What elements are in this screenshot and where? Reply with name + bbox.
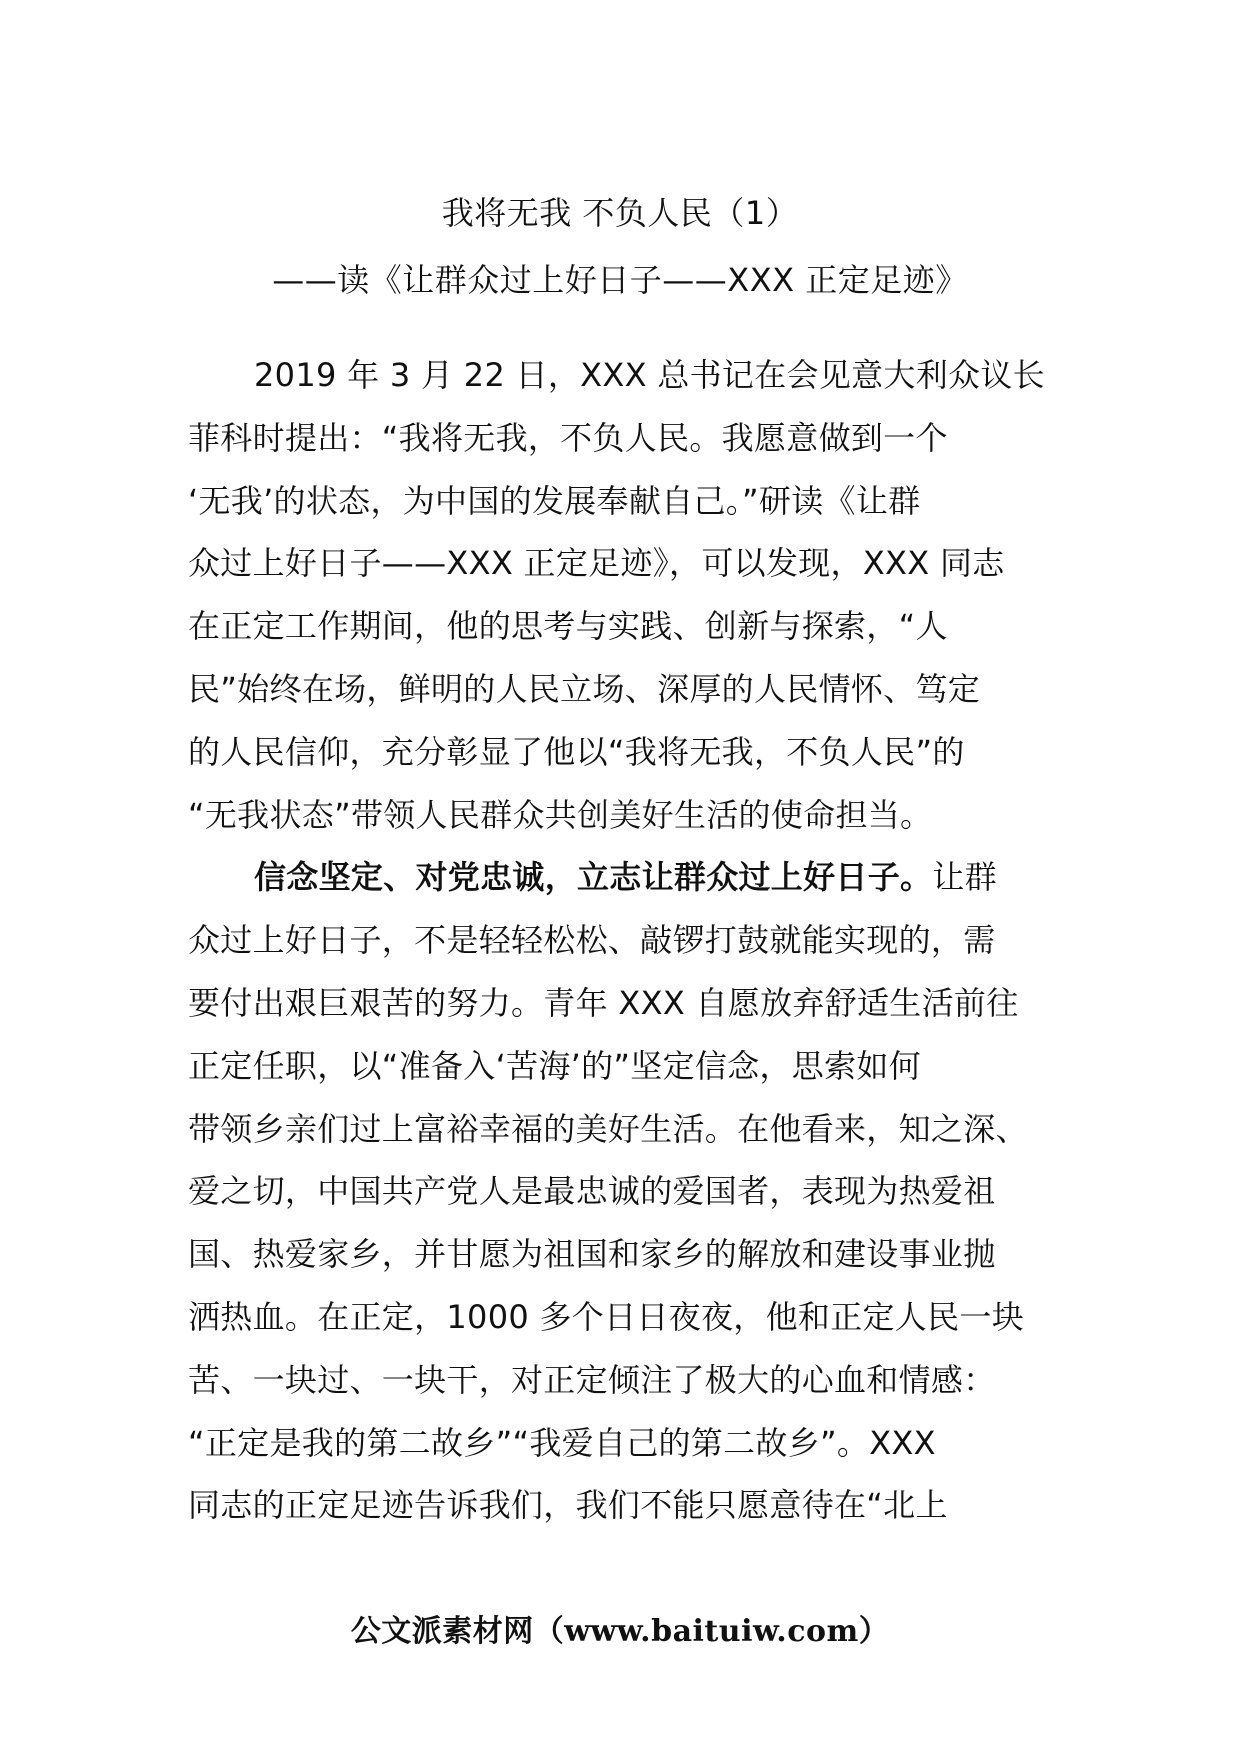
paragraph-2-first-line bbox=[188, 846, 1048, 909]
paragraph-2-line: 爱之切，中国共产党人是最忠诚的爱国者，表现为热爱祖 bbox=[188, 1172, 996, 1211]
footer-watermark: 公文派素材网（www.baituiw.com） bbox=[350, 1614, 890, 1649]
paragraph-1-line: 的人民信仰，充分彰显了他以“我将无我，不负人民”的 bbox=[188, 732, 965, 771]
paragraph-1-line: 众过上好日子——XXX 正定足迹》，可以发现，XXX 同志 bbox=[188, 544, 1005, 583]
paragraph-2-line: 众过上好日子，不是轻轻松松、敲锣打鼓就能实现的，需 bbox=[188, 921, 996, 960]
document-body bbox=[188, 344, 1048, 1537]
paragraph-1-line: 菲科时提出：“我将无我，不负人民。我愿意做到一个 bbox=[188, 418, 948, 457]
paragraph-2-line: 苦、一块过、一块干，对正定倾注了极大的心血和情感： bbox=[188, 1360, 996, 1399]
document-subtitle: ——读《让群众过上好日子——XXX 正定足迹》 bbox=[272, 261, 968, 299]
paragraph-2-lead-rest: 让群 bbox=[932, 858, 997, 897]
document-title: 我将无我 不负人民（1） bbox=[441, 194, 799, 232]
paragraph-1-line: 民”始终在场，鲜明的人民立场、深厚的人民情怀、笃定 bbox=[188, 669, 981, 708]
paragraph-1-line: 在正定工作期间，他的思考与实践、创新与探索，“人 bbox=[188, 607, 948, 646]
paragraph-1-line: ‘无我’的状态，为中国的发展奉献自己。”研读《让群 bbox=[188, 481, 921, 520]
paragraph-2-line: 带领乡亲们过上富裕幸福的美好生活。在他看来，知之深、 bbox=[188, 1109, 1028, 1148]
paragraph-2-line: 国、热爱家乡，并甘愿为祖国和家乡的解放和建设事业抛 bbox=[188, 1235, 996, 1274]
paragraph-2-line: 洒热血。在正定，1000 多个日日夜夜，他和正定人民一块 bbox=[188, 1297, 1025, 1336]
paragraph-1-line: “无我状态”带领人民群众共创美好生活的使命担当。 bbox=[188, 795, 933, 834]
paragraph-2-line: 要付出艰巨艰苦的努力。青年 XXX 自愿放弃舒适生活前往 bbox=[188, 983, 1019, 1022]
paragraph-2-line: 正定任职，以“准备入‘苦海’的”坚定信念，思索如何 bbox=[188, 1046, 922, 1085]
paragraph-2-bold-lead: 信念坚定、对党忠诚，立志让群众过上好日子。 bbox=[254, 858, 933, 897]
paragraph-1-line: 2019 年 3 月 22 日，XXX 总书记在会见意大利众议长 bbox=[254, 356, 1045, 394]
paragraph-2-line: “正定是我的第二故乡”“我爱自己的第二故乡”。XXX bbox=[188, 1423, 936, 1462]
paragraph-2-line: 同志的正定足迹告诉我们，我们不能只愿意待在“北上 bbox=[188, 1486, 948, 1525]
